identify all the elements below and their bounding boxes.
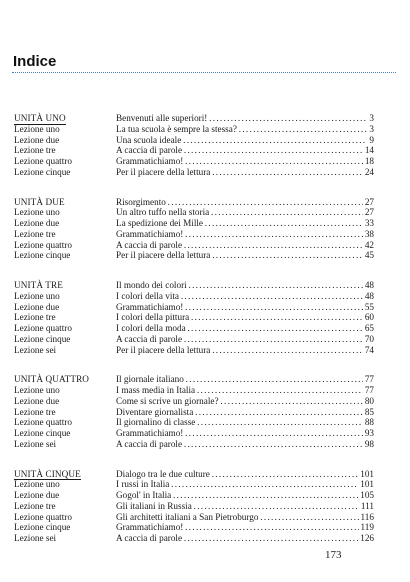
- toc-entry: [116, 469, 373, 480]
- toc-entry: [116, 302, 373, 313]
- entry-title: Grammatichiamo! . . .: [116, 229, 373, 239]
- page-ref: 101: [360, 468, 374, 479]
- page-ref: 65: [364, 323, 374, 333]
- entry-title: Una scuola ideale . . .: [116, 135, 373, 145]
- lesson-row[interactable]: [14, 345, 374, 356]
- page-ref: 98: [364, 438, 374, 449]
- toc-entry: [116, 229, 373, 240]
- toc-entry: [116, 479, 373, 490]
- entry-title: Il giornalino di classe . . .: [116, 417, 373, 427]
- lesson-row[interactable]: [14, 522, 374, 533]
- entry-title: A caccia di parole . . .: [116, 439, 373, 449]
- toc-entry: [116, 291, 373, 302]
- page-ref: 24: [364, 166, 374, 177]
- lesson-row[interactable]: [14, 396, 374, 407]
- entry-title: Il giornale italiano . . .: [116, 374, 373, 384]
- toc-entry: [116, 345, 373, 356]
- lesson-row[interactable]: [14, 512, 374, 523]
- unit-name: UNITÀ UNO: [14, 113, 66, 123]
- page-number: 173: [325, 549, 342, 561]
- lesson-label: Lezione uno: [14, 290, 60, 301]
- entry-title: Il mondo dei colori . . .: [116, 280, 373, 290]
- entry-title: Grammatichiamo! . . .: [116, 156, 373, 166]
- lesson-label: Lezione due: [14, 395, 60, 406]
- page-title: Indice: [13, 53, 57, 70]
- toc-entry: [116, 197, 373, 208]
- lesson-row[interactable]: [14, 323, 374, 334]
- entry-title: Gli italiani in Russia . . .: [116, 501, 373, 511]
- unit-name: UNITÀ DUE: [14, 196, 65, 207]
- entry-title: A caccia di parole . . .: [116, 533, 373, 543]
- table-of-contents: [14, 113, 374, 563]
- toc-entry: [116, 533, 373, 544]
- lesson-row[interactable]: [14, 407, 374, 418]
- lesson-row[interactable]: [14, 479, 374, 490]
- unit-name: UNITÀ QUATTRO: [14, 374, 90, 385]
- page-ref: 48: [364, 290, 374, 301]
- toc-entry: [116, 218, 373, 229]
- lesson-row[interactable]: [14, 124, 374, 135]
- unit-block-5: [14, 469, 374, 544]
- lesson-row[interactable]: [14, 167, 374, 178]
- page-ref: 119: [360, 522, 374, 533]
- entry-title: Come si scrive un giornale? . . .: [116, 396, 373, 406]
- lesson-row[interactable]: [14, 501, 374, 512]
- entry-title: Per il piacere della lettura . . .: [116, 167, 373, 177]
- title-divider: [12, 72, 396, 73]
- page-ref: 101: [360, 479, 374, 490]
- page-ref: 80: [364, 395, 374, 406]
- page-ref: 77: [364, 374, 374, 385]
- lesson-label: Lezione uno: [14, 385, 60, 395]
- lesson-row[interactable]: [14, 428, 374, 439]
- lesson-row[interactable]: [14, 312, 374, 323]
- lesson-row[interactable]: [14, 135, 374, 146]
- lesson-row[interactable]: [14, 156, 374, 167]
- lesson-row[interactable]: [14, 439, 374, 450]
- lesson-label: Lezione uno: [14, 207, 60, 218]
- lesson-row[interactable]: [14, 207, 374, 218]
- lesson-label: Lezione due: [14, 218, 60, 228]
- unit-block-2: [14, 197, 374, 262]
- entry-title: A caccia di parole . . .: [116, 240, 373, 250]
- toc-entry: [116, 417, 373, 428]
- lesson-label: Lezione quattro: [14, 156, 72, 166]
- page-ref: 33: [364, 218, 374, 228]
- toc-entry: [116, 428, 373, 439]
- toc-entry: [116, 407, 373, 418]
- entry-title: I russi in Italia . . .: [116, 479, 373, 489]
- toc-entry: [116, 374, 373, 385]
- page-ref: 38: [364, 228, 374, 239]
- lesson-label: Lezione cinque: [14, 333, 71, 344]
- toc-entry: [116, 385, 373, 396]
- page-ref: 27: [364, 207, 374, 218]
- page-ref: 77: [364, 385, 374, 395]
- entry-title: I colori della vita . . .: [116, 291, 373, 301]
- entry-title: Gogol' in Italia . . .: [116, 490, 373, 500]
- lesson-label: Lezione due: [14, 301, 60, 312]
- page-ref: 3: [369, 113, 374, 123]
- lesson-row[interactable]: [14, 250, 374, 261]
- unit-heading-row[interactable]: [14, 469, 374, 480]
- toc-entry: [116, 250, 373, 261]
- lesson-label: Lezione cinque: [14, 428, 71, 438]
- page-ref: 42: [364, 239, 374, 250]
- lesson-label: Lezione tre: [14, 145, 56, 156]
- unit-name: UNITÀ TRE: [14, 280, 63, 290]
- entry-title: A caccia di parole . . .: [116, 334, 373, 344]
- lesson-row[interactable]: [14, 218, 374, 229]
- page-ref: 111: [360, 500, 374, 511]
- entry-title: Dialogo tra le due culture . . .: [116, 469, 373, 479]
- lesson-row[interactable]: [14, 334, 374, 345]
- entry-title: Grammatichiamo! . . .: [116, 522, 373, 532]
- toc-entry: [116, 490, 373, 501]
- page-ref: 70: [364, 333, 374, 344]
- page-ref: 14: [364, 145, 374, 156]
- unit-block-1: [14, 113, 374, 178]
- entry-title: Gli architetti italiani a San Pietroburgo . . .: [116, 512, 373, 522]
- page-ref: 93: [364, 428, 374, 438]
- lesson-row[interactable]: [14, 490, 374, 501]
- entry-title: Per il piacere della lettura . . .: [116, 250, 373, 260]
- lesson-label: Lezione quattro: [14, 417, 72, 428]
- lesson-label: Lezione due: [14, 134, 60, 145]
- entry-title: Benvenuti alle superiori! . . .: [116, 113, 373, 123]
- lesson-row[interactable]: [14, 145, 374, 156]
- entry-title: Diventare giornalista . . .: [116, 407, 373, 417]
- entry-title: Per il piacere della lettura . . .: [116, 345, 373, 355]
- page-ref: 18: [364, 156, 374, 166]
- lesson-label: Lezione tre: [14, 312, 56, 323]
- toc-entry: [116, 312, 373, 323]
- page-ref: 9: [369, 134, 374, 145]
- toc-entry: [116, 113, 373, 124]
- lesson-row[interactable]: [14, 417, 374, 428]
- lesson-label: Lezione tre: [14, 406, 56, 417]
- lesson-label: Lezione tre: [14, 228, 56, 239]
- unit-heading-row[interactable]: [14, 374, 374, 385]
- toc-entry: [116, 512, 373, 523]
- toc-entry: [116, 323, 373, 334]
- page-ref: 116: [360, 511, 374, 522]
- toc-entry: [116, 439, 373, 450]
- page-ref: 45: [364, 250, 374, 261]
- entry-title: Risorgimento . . .: [116, 197, 373, 207]
- toc-entry: [116, 522, 373, 533]
- entry-title: A caccia di parole . . .: [116, 145, 373, 155]
- unit-block-3: [14, 280, 374, 355]
- unit-name: UNITÀ CINQUE: [14, 468, 81, 479]
- page-ref: 126: [360, 533, 374, 543]
- lesson-row[interactable]: [14, 533, 374, 544]
- entry-title: I colori della moda . . .: [116, 323, 373, 333]
- unit-heading-row[interactable]: [14, 113, 374, 124]
- lesson-label: Lezione due: [14, 490, 60, 500]
- lesson-row[interactable]: [14, 240, 374, 251]
- entry-title: Un altro tuffo nella storia . . .: [116, 207, 373, 217]
- unit-heading-row[interactable]: [14, 197, 374, 208]
- page-ref: 105: [360, 490, 374, 500]
- lesson-label: Lezione sei: [14, 533, 57, 543]
- lesson-label: Lezione cinque: [14, 166, 71, 177]
- lesson-label: Lezione quattro: [14, 323, 72, 333]
- lesson-label: Lezione uno: [14, 479, 60, 490]
- page-ref: 27: [364, 196, 374, 207]
- entry-title: Grammatichiamo! . . .: [116, 428, 373, 438]
- lesson-row[interactable]: [14, 302, 374, 313]
- toc-entry: [116, 207, 373, 218]
- lesson-row[interactable]: [14, 385, 374, 396]
- lesson-label: Lezione uno: [14, 123, 60, 134]
- lesson-row[interactable]: [14, 229, 374, 240]
- lesson-label: Lezione cinque: [14, 250, 71, 261]
- toc-entry: [116, 135, 373, 146]
- unit-heading-row[interactable]: [14, 280, 374, 291]
- toc-entry: [116, 280, 373, 291]
- toc-entry: [116, 156, 373, 167]
- entry-title: La spedizione dei Mille . . .: [116, 218, 373, 228]
- page-ref: 88: [364, 417, 374, 428]
- toc-entry: [116, 145, 373, 156]
- lesson-label: Lezione cinque: [14, 522, 71, 533]
- entry-title: I colori della pittura . . .: [116, 312, 373, 322]
- entry-title: La tua scuola è sempre la stessa? . . .: [116, 124, 373, 134]
- toc-entry: [116, 396, 373, 407]
- unit-block-4: [14, 374, 374, 449]
- page-ref: 74: [364, 344, 374, 355]
- toc-entry: [116, 501, 373, 512]
- entry-title: I mass media in Italia . . .: [116, 385, 373, 395]
- lesson-label: Lezione tre: [14, 500, 56, 511]
- page-ref: 85: [364, 406, 374, 417]
- entry-title: Grammatichiamo! . . .: [116, 302, 373, 312]
- toc-entry: [116, 334, 373, 345]
- toc-entry: [116, 124, 373, 135]
- page-ref: 60: [364, 312, 374, 323]
- toc-entry: [116, 240, 373, 251]
- lesson-label: Lezione sei: [14, 344, 57, 355]
- lesson-row[interactable]: [14, 291, 374, 302]
- lesson-label: Lezione quattro: [14, 239, 72, 250]
- lesson-label: Lezione sei: [14, 438, 57, 449]
- page-ref: 55: [364, 301, 374, 312]
- lesson-label: Lezione quattro: [14, 511, 72, 522]
- page-ref: 48: [364, 280, 374, 290]
- page-ref: 3: [369, 123, 374, 134]
- toc-entry: [116, 167, 373, 178]
